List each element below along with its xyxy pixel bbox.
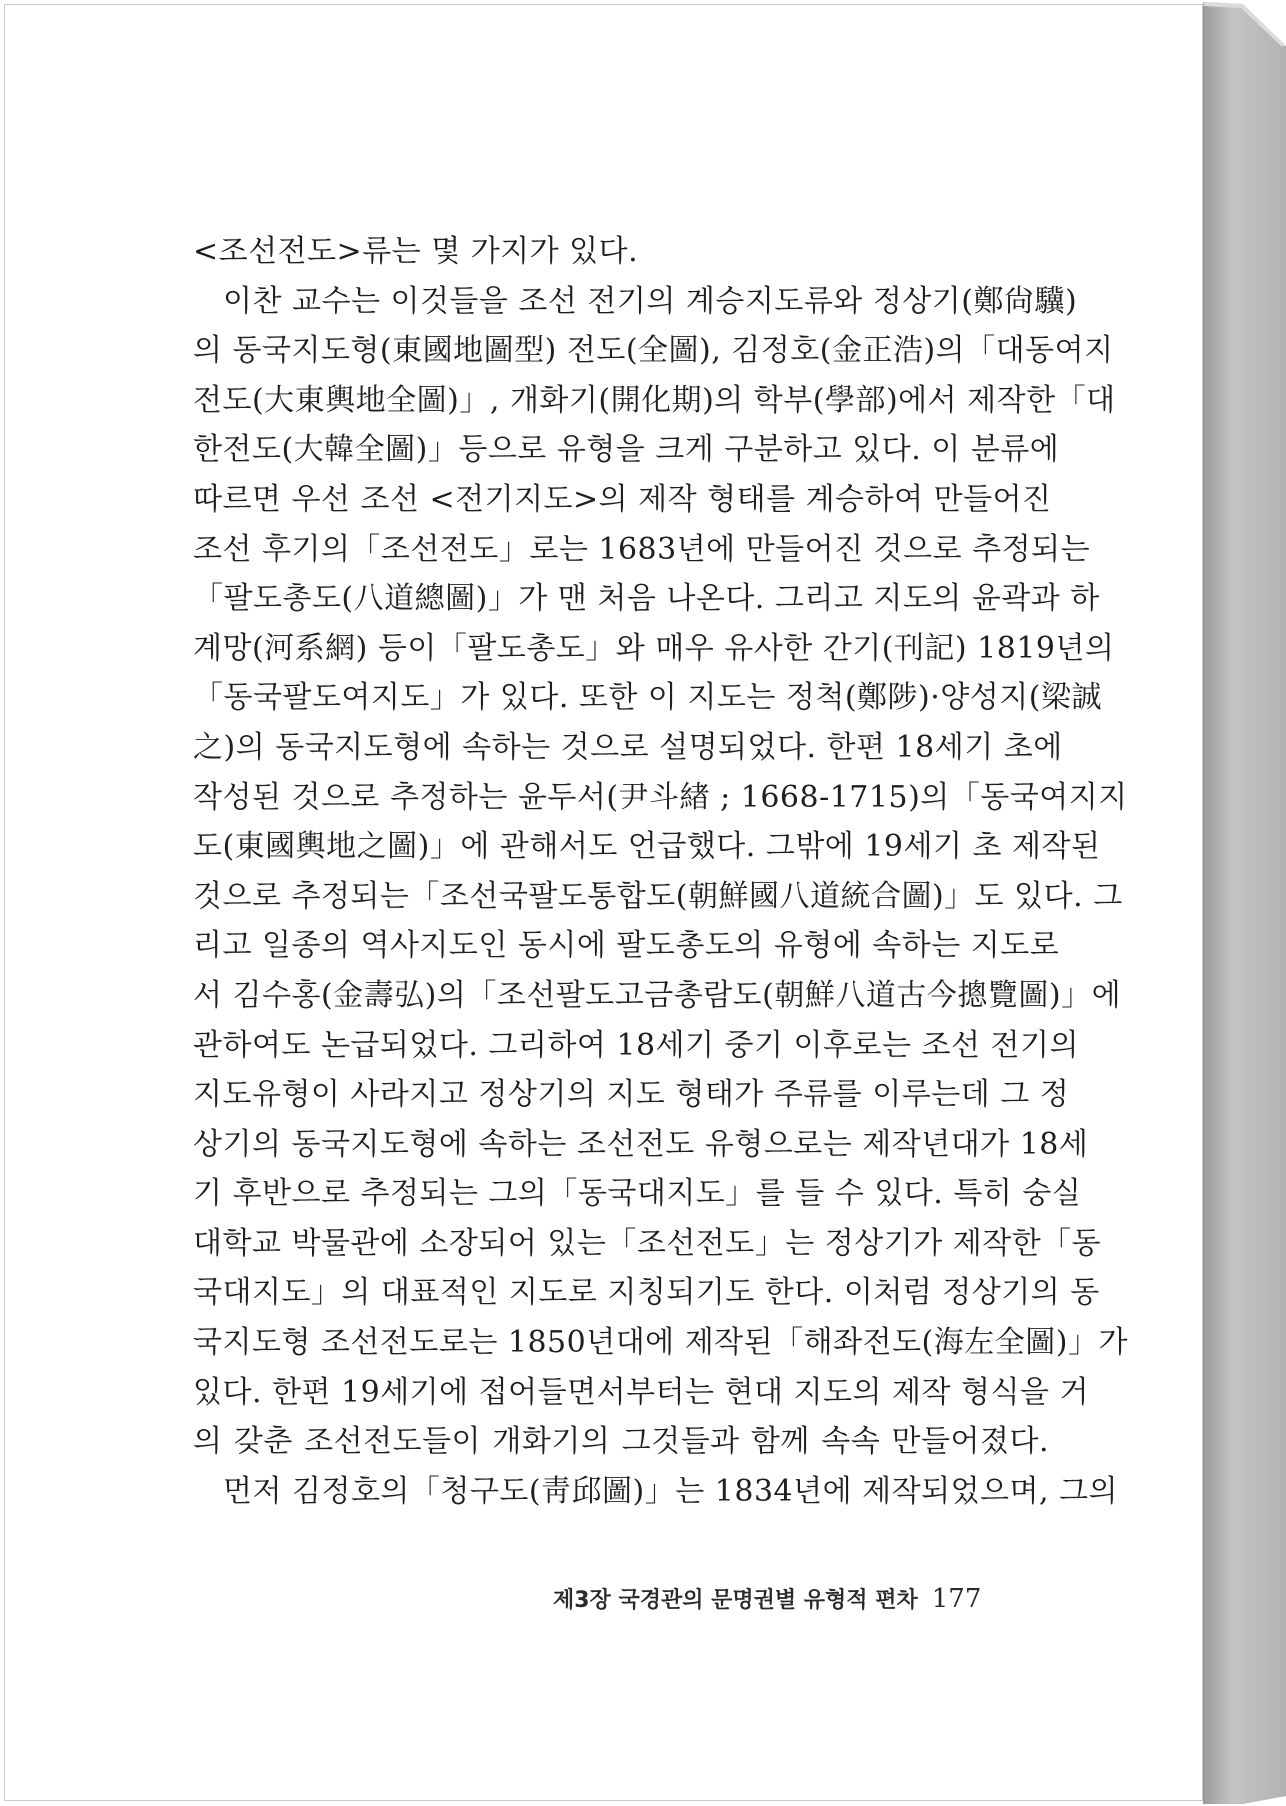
text-line: 국대지도」의 대표적인 지도로 지칭되기도 한다. 이처럼 정상기의 동	[193, 1275, 1100, 1311]
text-line: 지도유형이 사라지고 정상기의 지도 형태가 주류를 이루는데 그 정	[193, 1077, 1070, 1113]
text-line: 기 후반으로 추정되는 그의「동국대지도」를 들 수 있다. 특히 숭실	[193, 1176, 1082, 1212]
text-line: 것으로 추정되는「조선국팔도통합도(朝鮮國八道統合圖)」도 있다. 그	[193, 878, 1123, 914]
text-line: 의 동국지도형(東國地圖型) 전도(全圖), 김정호(金正浩)의「대동여지	[193, 333, 1114, 369]
text-line: 「팔도총도(八道總圖)」가 맨 처음 나온다. 그리고 지도의 윤곽과 하	[193, 581, 1100, 617]
text-line: 한전도(大韓全圖)」등으로 유형을 크게 구분하고 있다. 이 분류에	[193, 432, 1060, 468]
text-line: 전도(大東輿地全圖)」, 개화기(開化期)의 학부(學部)에서 제작한「대	[193, 382, 1116, 418]
text-line: 대학교 박물관에 소장되어 있는「조선전도」는 정상기가 제작한「동	[193, 1225, 1102, 1261]
text-line: 국지도형 조선전도로는 1850년대에 제작된「해좌전도(海左全圖)」가	[193, 1325, 1128, 1361]
running-title: 제3장 국경관의 문명권별 유형적 편차	[553, 1588, 918, 1613]
text-line: 의 갖춘 조선전도들이 개화기의 그것들과 함께 속속 만들어졌다.	[193, 1424, 1049, 1460]
text-line: <조선전도>류는 몇 가지가 있다.	[193, 234, 639, 269]
body-text	[193, 227, 1128, 1516]
text-line: 이찬 교수는 이것들을 조선 전기의 계승지도류와 정상기(鄭尙驥)	[223, 283, 1078, 319]
text-line: 「동국팔도여지도」가 있다. 또한 이 지도는 정척(鄭陟)·양성지(梁誠	[193, 680, 1102, 716]
page-footer	[553, 1583, 1021, 1614]
text-line: 서 김수홍(金壽弘)의「조선팔도고금총람도(朝鮮八道古今摠覽圖)」에	[193, 977, 1122, 1013]
text-line: 상기의 동국지도형에 속하는 조선전도 유형으로는 제작년대가 18세	[193, 1126, 1089, 1162]
text-line: 계망(河系網) 등이「팔도총도」와 매우 유사한 간기(刊記) 1819년의	[193, 630, 1115, 666]
text-line: 도(東國輿地之圖)」에 관해서도 언급했다. 그밖에 19세기 초 제작된	[193, 829, 1101, 865]
text-line: 之)의 동국지도형에 속하는 것으로 설명되었다. 한편 18세기 초에	[193, 729, 1063, 765]
text-line: 작성된 것으로 추정하는 윤두서(尹斗緖 ; 1668-1715)의「동국여지지	[193, 779, 1128, 815]
text-line: 있다. 한편 19세기에 접어들면서부터는 현대 지도의 제작 형식을 거	[193, 1374, 1089, 1410]
book-page-edge	[1203, 0, 1286, 1806]
text-line: 관하여도 논급되었다. 그리하여 18세기 중기 이후로는 조선 전기의	[193, 1027, 1079, 1063]
text-line: 먼저 김정호의「청구도(靑邱圖)」는 1834년에 제작되었으며, 그의	[223, 1473, 1119, 1509]
book-page	[4, 4, 1203, 1801]
page-number: 177	[931, 1584, 982, 1614]
text-line: 따르면 우선 조선 <전기지도>의 제작 형태를 계승하여 만들어진	[193, 481, 1052, 517]
text-line: 리고 일종의 역사지도인 동시에 팔도총도의 유형에 속하는 지도로	[193, 928, 1060, 964]
text-line: 조선 후기의「조선전도」로는 1683년에 만들어진 것으로 추정되는	[193, 531, 1091, 567]
